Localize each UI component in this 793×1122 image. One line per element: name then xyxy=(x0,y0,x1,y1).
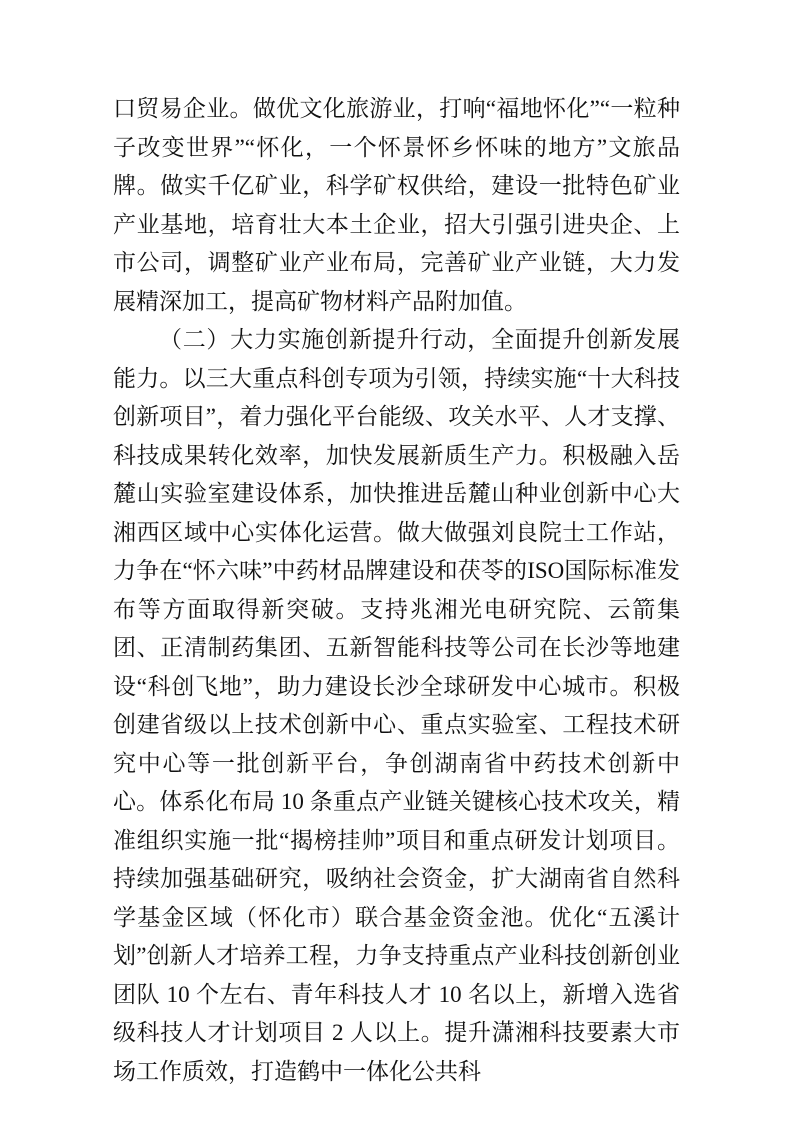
section-heading: （二）大力实施创新提升行动，全面提升创新发展能力。 xyxy=(113,327,680,391)
paragraph-text: 口贸易企业。做优文化旅游业，打响“福地怀化”“一粒种子改变世界”“怀化，一个怀景怀乡怀味的地方”文旅品牌。做实千亿矿业，科学矿权供给，建设一批特色矿业产业基地，培育壮大本土企业，招大引强引进央企、上市公司，调整矿业产业布局，完善矿业产业链，大力发展精深加工，提高矿物材料产品附加值。 xyxy=(113,96,680,314)
paragraph-text: 以三大重点科创专项为引领，持续实施“十大科技创新项目”，着力强化平台能级、攻关水平、人才支撑、科技成果转化效率，加快发展新质生产力。积极融入岳麓山实验室建设体系，加快推进岳麓山种业创新中心大湘西区域中心实体化运营。做大做强刘良院士工作站，力争在“怀六味”中药材品牌建设和茯苓的ISO国际标准发布等方面取得新突破。支持兆湘光电研究院、云箭集团、正清制药集团、五新智能科技等公司在长沙等地建设“科创飞地”，助力建设长沙全球研发中心城市。积极创建省级以上技术创新中心、重点实验室、工程技术研究中心等一批创新平台，争创湖南省中药技术创新中心。体系化布局 10 条重点产业链关键核心技术攻关，精准组织实施一批“揭榜挂帅”项目和重点研发计划项目。持续加强基础研究，吸纳社会资金，扩大湖南省自然科学基金区域（怀化市）联合基金资金池。优化“五溪计划”创新人才培养工程，力争支持重点产业科技创新创业团队 10 个左右、青年科技人才 10 名以上，新增入选省级科技人才计划项目 2 人以上。提升潇湘科技要素大市场工作质效，打造鹤中一体化公共科 xyxy=(113,365,681,1084)
paragraph-section-2 xyxy=(113,321,680,1091)
document-body xyxy=(113,90,680,1091)
paragraph-continued xyxy=(113,90,680,321)
